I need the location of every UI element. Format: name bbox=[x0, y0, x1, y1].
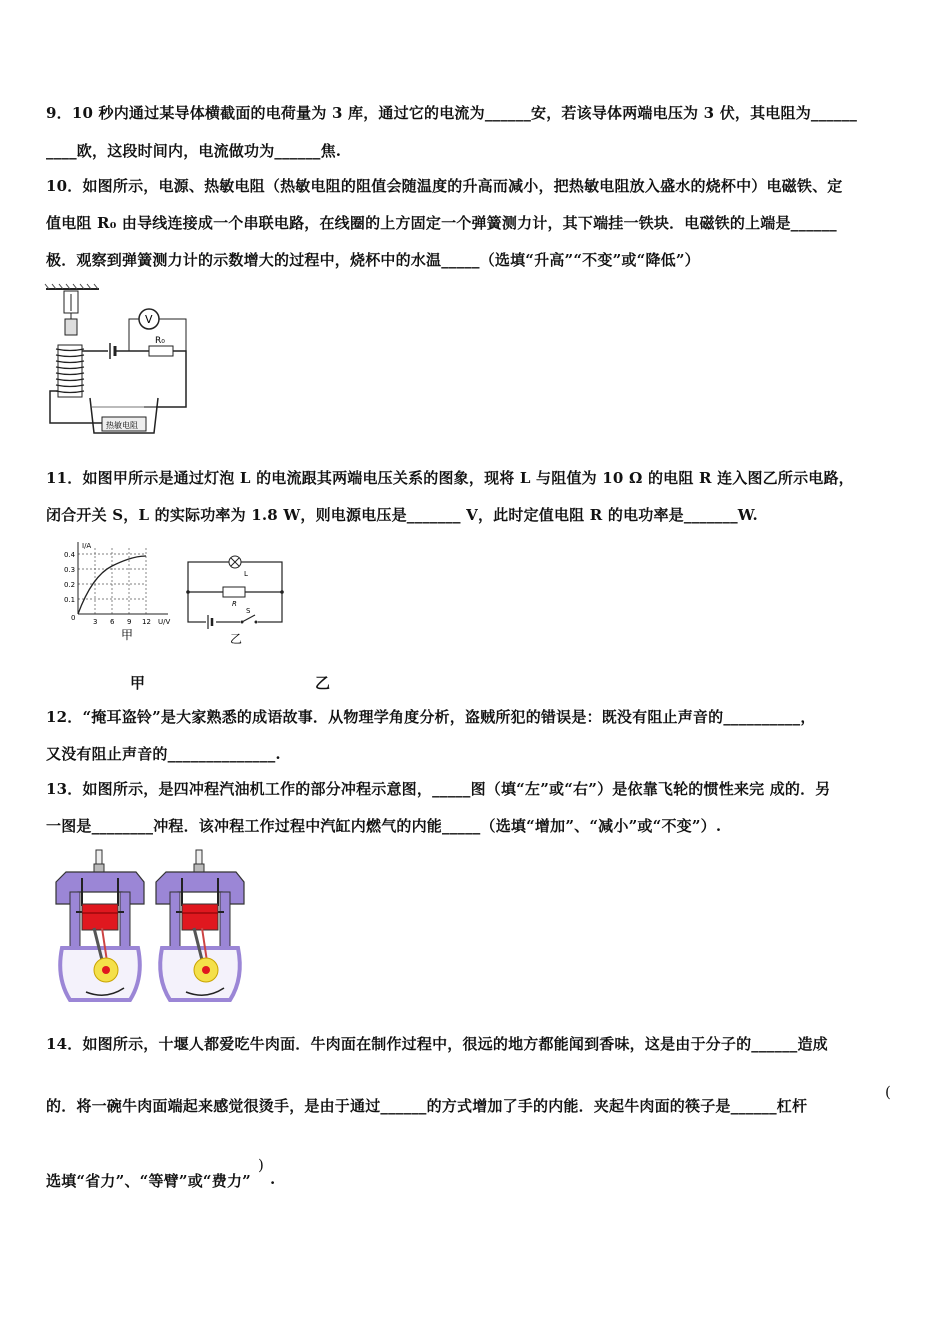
q9-line1: 9．10 秒内通过某导体横截面的电荷量为 3 库，通过它的电流为______安，若该导体两端电压为 3 伏，其电阻为______ bbox=[46, 104, 858, 122]
q11-line1: 11．如图甲所示是通过灯泡 L 的电流跟其两端电压关系的图象，现将 L 与阻值为 10 Ω 的电阻 R 连入图乙所示电路， bbox=[46, 469, 854, 487]
q10-line1: 10．如图所示，电源、热敏电阻（热敏电阻的阻值会随温度的升高而减小，把热敏电阻放入盛水的烧杯中）电磁铁、定 bbox=[46, 177, 843, 195]
q14-paren-open: ( bbox=[885, 1083, 892, 1101]
q11-caption-yi: 乙 bbox=[315, 674, 331, 692]
q14-line3: 选填“省力”、“等臂”或“费力” bbox=[46, 1172, 251, 1190]
q11-iu-graph bbox=[58, 538, 178, 646]
q11-circuit-s: S bbox=[246, 607, 251, 615]
q10-label-r0: R₀ bbox=[155, 336, 165, 346]
q11-ytick: 0.1 bbox=[64, 596, 76, 604]
q13-line1: 13．如图所示，是四冲程汽油机工作的部分冲程示意图，_____图（填“左”或“右”）是依靠飞轮的惯性来完 成的．另 bbox=[46, 780, 831, 798]
q11-ytick: 0.3 bbox=[64, 566, 76, 574]
q13-engine-strokes-figure bbox=[52, 848, 252, 1010]
q11-circuit-r: R bbox=[232, 600, 237, 608]
q14-line1: 14．如图所示，十堰人都爱吃牛肉面．牛肉面在制作过程中，很远的地方都能闻到香味，这是由于分子的______造成 bbox=[46, 1035, 828, 1053]
q11-circuit-l: L bbox=[244, 570, 248, 578]
q12-line1: 12．“掩耳盗铃”是大家熟悉的成语故事．从物理学角度分析，盗贼所犯的错误是：既没有阻止声音的__________， bbox=[46, 708, 816, 726]
q14-end: . bbox=[270, 1170, 276, 1188]
q12-line2: 又没有阻止声音的______________. bbox=[46, 745, 281, 763]
q10-label-thermistor: 热敏电阻 bbox=[106, 421, 138, 430]
q11-xtick: 6 bbox=[110, 618, 115, 626]
q11-xtick: 9 bbox=[127, 618, 132, 626]
q10-electromagnet-circuit-figure bbox=[44, 283, 194, 438]
q11-xtick: 12 bbox=[142, 618, 151, 626]
q11-graph-sublabel: 甲 bbox=[121, 628, 134, 642]
q13-line2: 一图是________冲程．该冲程工作过程中汽缸内燃气的内能_____（选填“增加”、“减小”或“不变”）. bbox=[46, 817, 722, 835]
q11-line2: 闭合开关 S，L 的实际功率为 1.8 W，则电源电压是_______ V，此时定值电阻 R 的电功率是_______W. bbox=[46, 506, 758, 524]
q11-ytick: 0.2 bbox=[64, 581, 76, 589]
q14-paren-close: ) bbox=[258, 1156, 265, 1174]
q10-label-v: V bbox=[145, 313, 153, 326]
q11-caption-jia: 甲 bbox=[130, 674, 146, 692]
q9-line2: ____欧，这段时间内，电流做功为______焦. bbox=[46, 142, 342, 160]
q11-circuit-figure bbox=[182, 548, 292, 648]
q11-graph-origin: 0 bbox=[71, 614, 76, 622]
q11-graph-ylabel: I/A bbox=[82, 542, 92, 550]
q11-ytick: 0.4 bbox=[64, 551, 76, 559]
q14-line2: 的．将一碗牛肉面端起来感觉很烫手，是由于通过______的方式增加了手的内能．夹起牛肉面的筷子是______杠杆 bbox=[46, 1097, 808, 1115]
q11-xtick: 3 bbox=[93, 618, 98, 626]
q11-circuit-sublabel: 乙 bbox=[230, 632, 243, 646]
q10-line2: 值电阻 R₀ 由导线连接成一个串联电路，在线圈的上方固定一个弹簧测力计，其下端挂一铁块．电磁铁的上端是______ bbox=[46, 214, 837, 232]
q11-graph-xlabel: U/V bbox=[158, 618, 171, 626]
q10-line3: 极．观察到弹簧测力计的示数增大的过程中，烧杯中的水温_____（选填“升高”“不变”或“降低”） bbox=[46, 251, 700, 269]
